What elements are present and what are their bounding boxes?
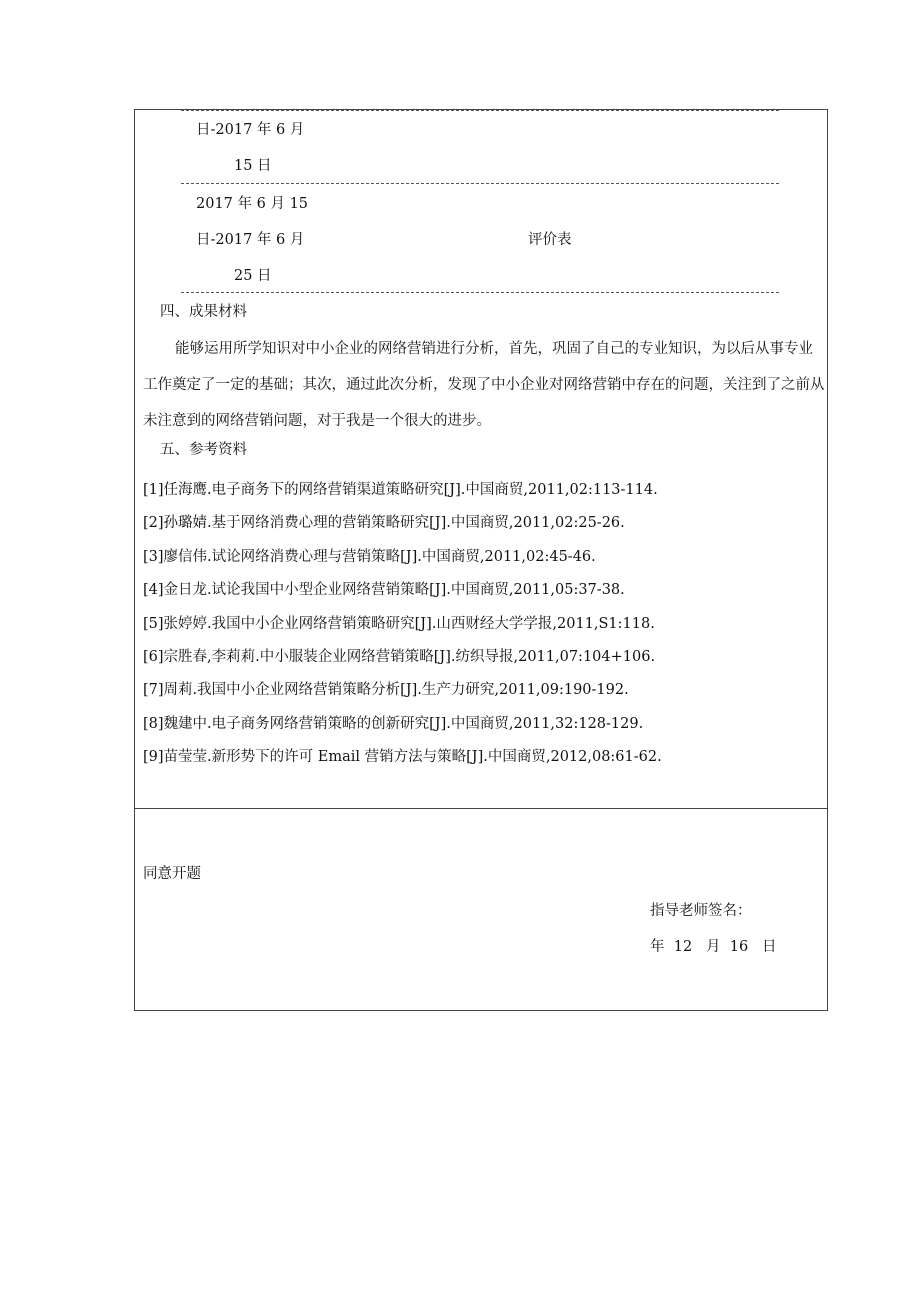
schedule-row-divider	[181, 292, 779, 293]
schedule-row-divider	[181, 110, 779, 111]
section-heading-references: 五、参考资料	[160, 442, 247, 458]
results-paragraph: 能够运用所学知识对中小企业的网络营销进行分析，首先，巩固了自己的专业知识，为以后从事专业工作奠定了一定的基础；其次，通过此次分析，发现了中小企业对网络营销中存在的问题，关注到了之前从未注意到的网络营销问题，对于我是一个很大的进步。	[143, 341, 825, 429]
schedule-row-divider	[181, 183, 779, 184]
reference-item: [3]廖信伟.试论网络消费心理与营销策略[J].中国商贸,2011,02:45-46.	[143, 548, 596, 565]
reference-item: [4]金日龙.试论我国中小型企业网络营销策略[J].中国商贸,2011,05:37-38.	[143, 582, 625, 599]
schedule-date-range-line: 25 日	[234, 268, 272, 284]
reference-item: [5]张婷婷.我国中小企业网络营销策略研究[J].山西财经大学学报,2011,S1:118.	[143, 615, 655, 632]
advisor-opinion-text: 同意开题	[143, 866, 201, 882]
schedule-task-text: 评价表	[528, 232, 572, 248]
schedule-date-range-line: 15 日	[234, 158, 272, 174]
reference-item: [1]任海鹰.电子商务下的网络营销渠道策略研究[J].中国商贸,2011,02:113-114.	[143, 482, 658, 498]
schedule-date-range-line: 日-2017 年 6 月	[196, 232, 305, 248]
reference-item: [2]孙璐婧.基于网络消费心理的营销策略研究[J].中国商贸,2011,02:25-26.	[143, 515, 625, 532]
approval-date: 年 12 月 16 日	[650, 939, 777, 955]
schedule-date-range-line: 日-2017 年 6 月	[196, 122, 305, 138]
reference-list	[143, 474, 662, 775]
reference-item: [6]宗胜春,李莉莉.中小服装企业网络营销策略[J].纺织导报,2011,07:104+106.	[143, 648, 656, 665]
section-heading-results: 四、成果材料	[160, 304, 247, 320]
table-row-divider	[134, 808, 828, 809]
reference-item: [9]苗莹莹.新形势下的许可 Email 营销方法与策略[J].中国商贸,2012,08:61-62.	[143, 749, 662, 766]
schedule-date-range-line: 2017 年 6 月 15	[196, 196, 309, 212]
reference-item: [8]魏建中.电子商务网络营销策略的创新研究[J].中国商贸,2011,32:128-129.	[143, 715, 644, 732]
advisor-signature-label: 指导老师签名：	[650, 903, 752, 919]
reference-item: [7]周莉.我国中小企业网络营销策略分析[J].生产力研究,2011,09:190-192.	[143, 682, 629, 699]
